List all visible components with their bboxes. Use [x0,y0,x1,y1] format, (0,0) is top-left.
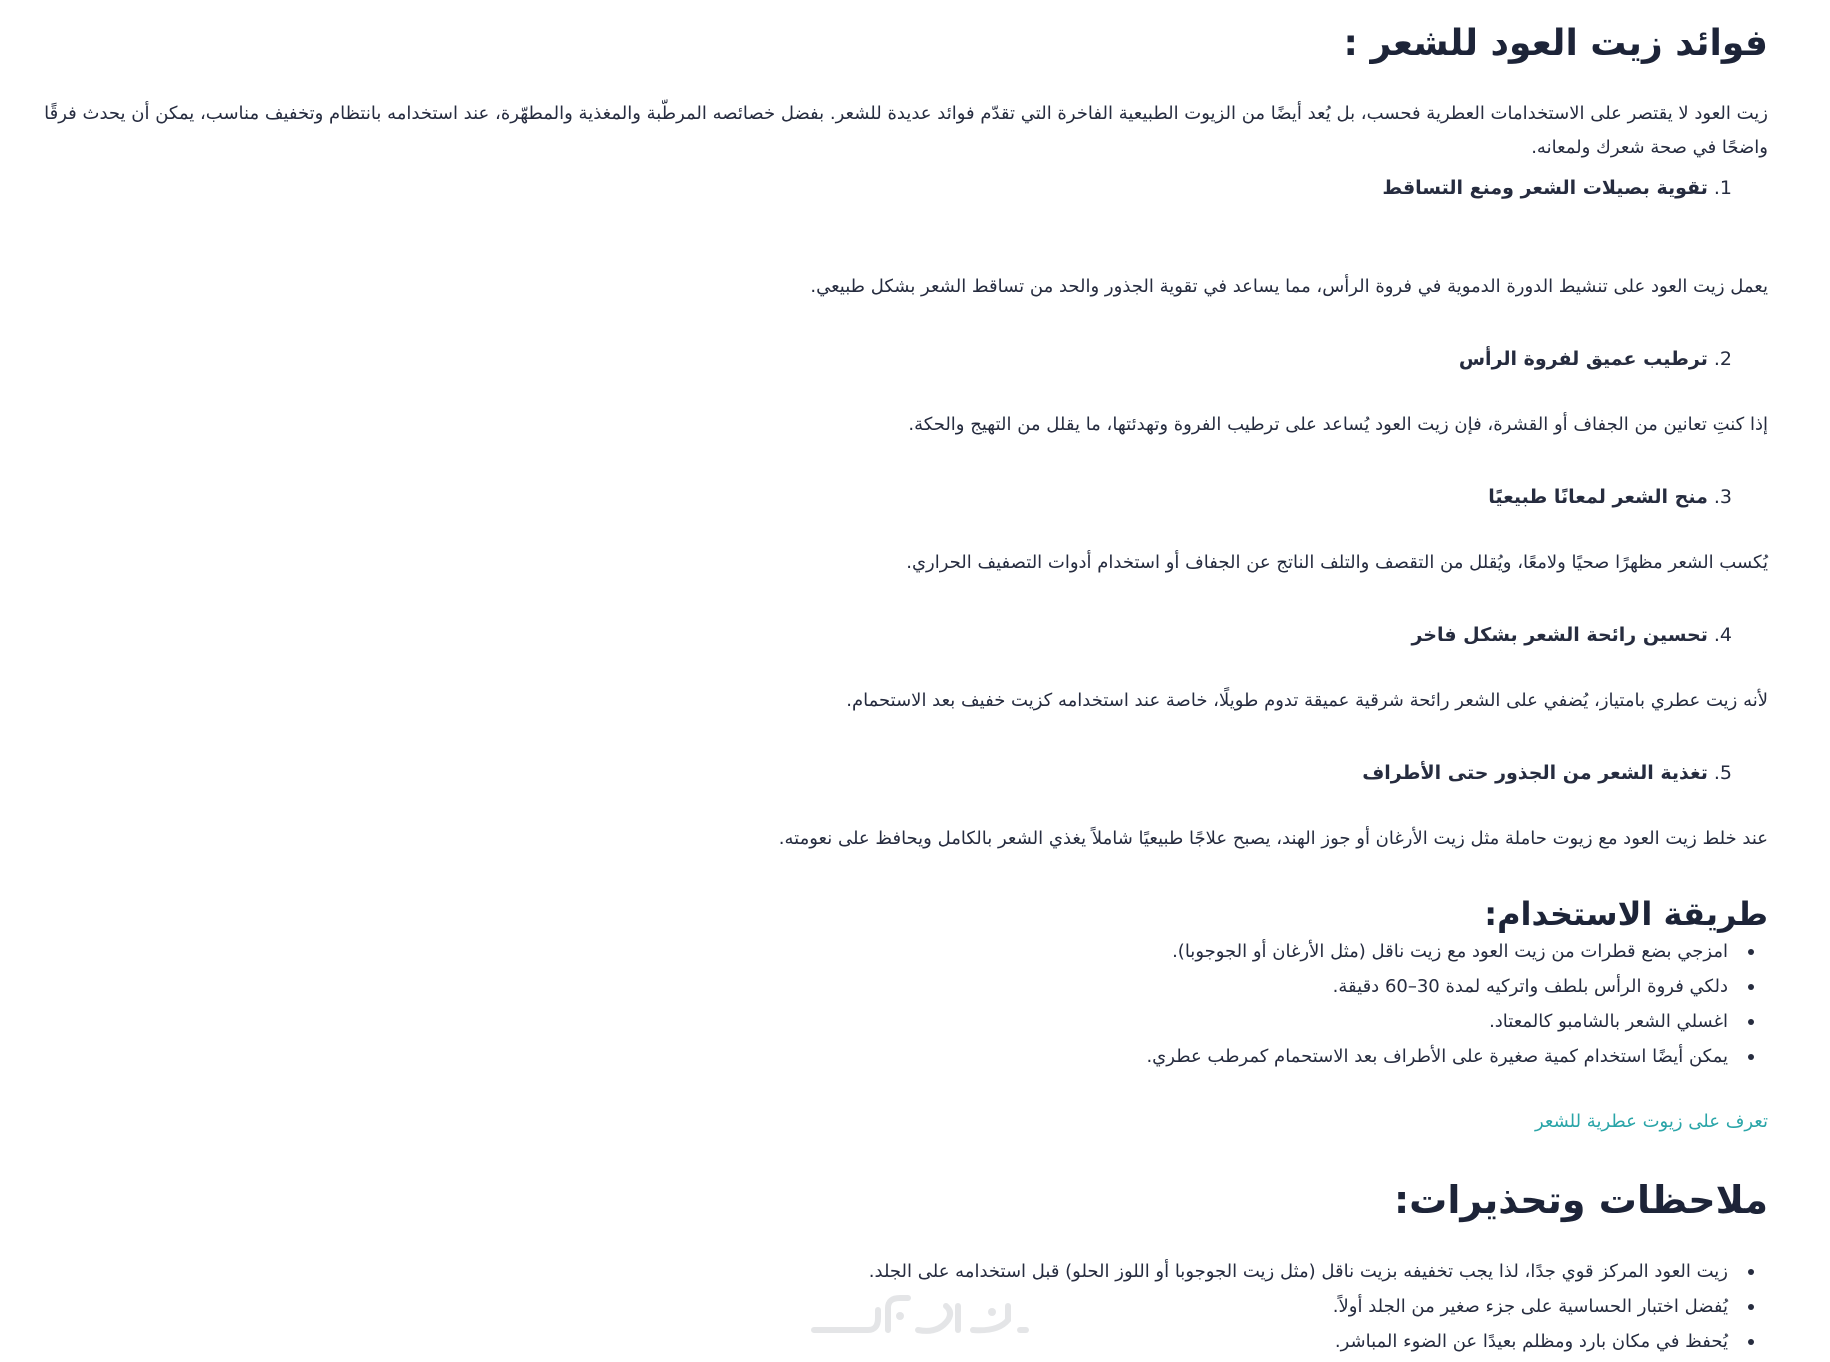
benefit-title-2 [1459,344,1732,374]
benefit-title-text: تقوية بصيلات الشعر ومنع التساقط [1382,177,1708,199]
article-heading: فوائد زيت العود للشعر : [1343,23,1768,64]
benefit-number: 2. [1713,348,1732,370]
usage-list [1146,934,1768,1074]
benefit-title-4 [1411,620,1732,650]
benefit-text-3: يُكسب الشعر مظهرًا صحيًا ولامعًا، ويُقلل من التقصف والتلف الناتج عن الجفاف أو استخدام أدوات التصفيف الحراري. [906,552,1768,573]
benefit-title-1 [1382,173,1732,203]
list-item: امزجي بضع قطرات من زيت العود مع زيت ناقل (مثل الأرغان أو الجوجوبا). [1146,934,1728,969]
intro-paragraph: زيت العود لا يقتصر على الاستخدامات العطرية فحسب، بل يُعد أيضًا من الزيوت الطبيعية الفاخرة التي تقدّم فوائد عديدة للشعر. بفضل خصائصه المرطّبة والمغذية والمطهّرة، عند استخدامه بانتظام وتخفيف مناسب، يمكن أن يحدث فرقًا واضحًا في صحة شعرك ولمعانه. [44,103,1768,158]
list-item: يُفضل اختبار الحساسية على جزء صغير من الجلد أولاً. [869,1289,1728,1324]
benefit-title-text: منح الشعر لمعانًا طبيعيًا [1488,486,1708,508]
benefit-number: 5. [1713,762,1732,784]
benefit-text-1: يعمل زيت العود على تنشيط الدورة الدموية في فروة الرأس، مما يساعد في تقوية الجذور والحد من تساقط الشعر بشكل طبيعي. [810,276,1768,297]
khamsat-logo-icon [808,1290,1033,1340]
benefit-text-2: إذا كنتِ تعانين من الجفاف أو القشرة، فإن زيت العود يُساعد على ترطيب الفروة وتهدئتها، ما يقلل من التهيج والحكة. [908,414,1768,435]
list-item: دلكي فروة الرأس بلطف واتركيه لمدة 30–60 دقيقة. [1146,969,1728,1004]
notes-heading: ملاحظات وتحذيرات: [1393,1178,1768,1222]
benefit-text-4: لأنه زيت عطري بامتياز، يُضفي على الشعر رائحة شرقية عميقة تدوم طويلًا، خاصة عند استخدامه كزيت خفيف بعد الاستحمام. [846,690,1768,711]
list-item: يمكن أيضًا استخدام كمية صغيرة على الأطراف بعد الاستحمام كمرطب عطري. [1146,1039,1728,1074]
list-item: زيت العود المركز قوي جدًا، لذا يجب تخفيفه بزيت ناقل (مثل زيت الجوجوبا أو اللوز الحلو) قبل استخدامه على الجلد. [869,1254,1728,1289]
benefit-number: 4. [1713,624,1732,646]
benefit-title-text: ترطيب عميق لفروة الرأس [1458,348,1708,370]
benefit-text-5: عند خلط زيت العود مع زيوت حاملة مثل زيت الأرغان أو جوز الهند، يصبح علاجًا طبيعيًا شاملاً يغذي الشعر بالكامل ويحافظ على نعومته. [778,828,1768,849]
list-item: اغسلي الشعر بالشامبو كالمعتاد. [1146,1004,1728,1039]
aromatic-oils-link[interactable]: تعرف على زيوت عطرية للشعر [1534,1111,1768,1132]
benefit-title-text: تغذية الشعر من الجذور حتى الأطراف [1362,762,1708,784]
list-item: يُحفظ في مكان بارد ومظلم بعيدًا عن الضوء المباشر. [869,1324,1728,1359]
benefit-number: 3. [1713,486,1732,508]
benefit-title-5 [1362,758,1732,788]
benefit-title-text: تحسين رائحة الشعر بشكل فاخر [1411,624,1708,646]
benefit-title-3 [1488,482,1732,512]
usage-heading: طريقة الاستخدام: [1484,895,1768,933]
benefit-number: 1. [1713,177,1732,199]
